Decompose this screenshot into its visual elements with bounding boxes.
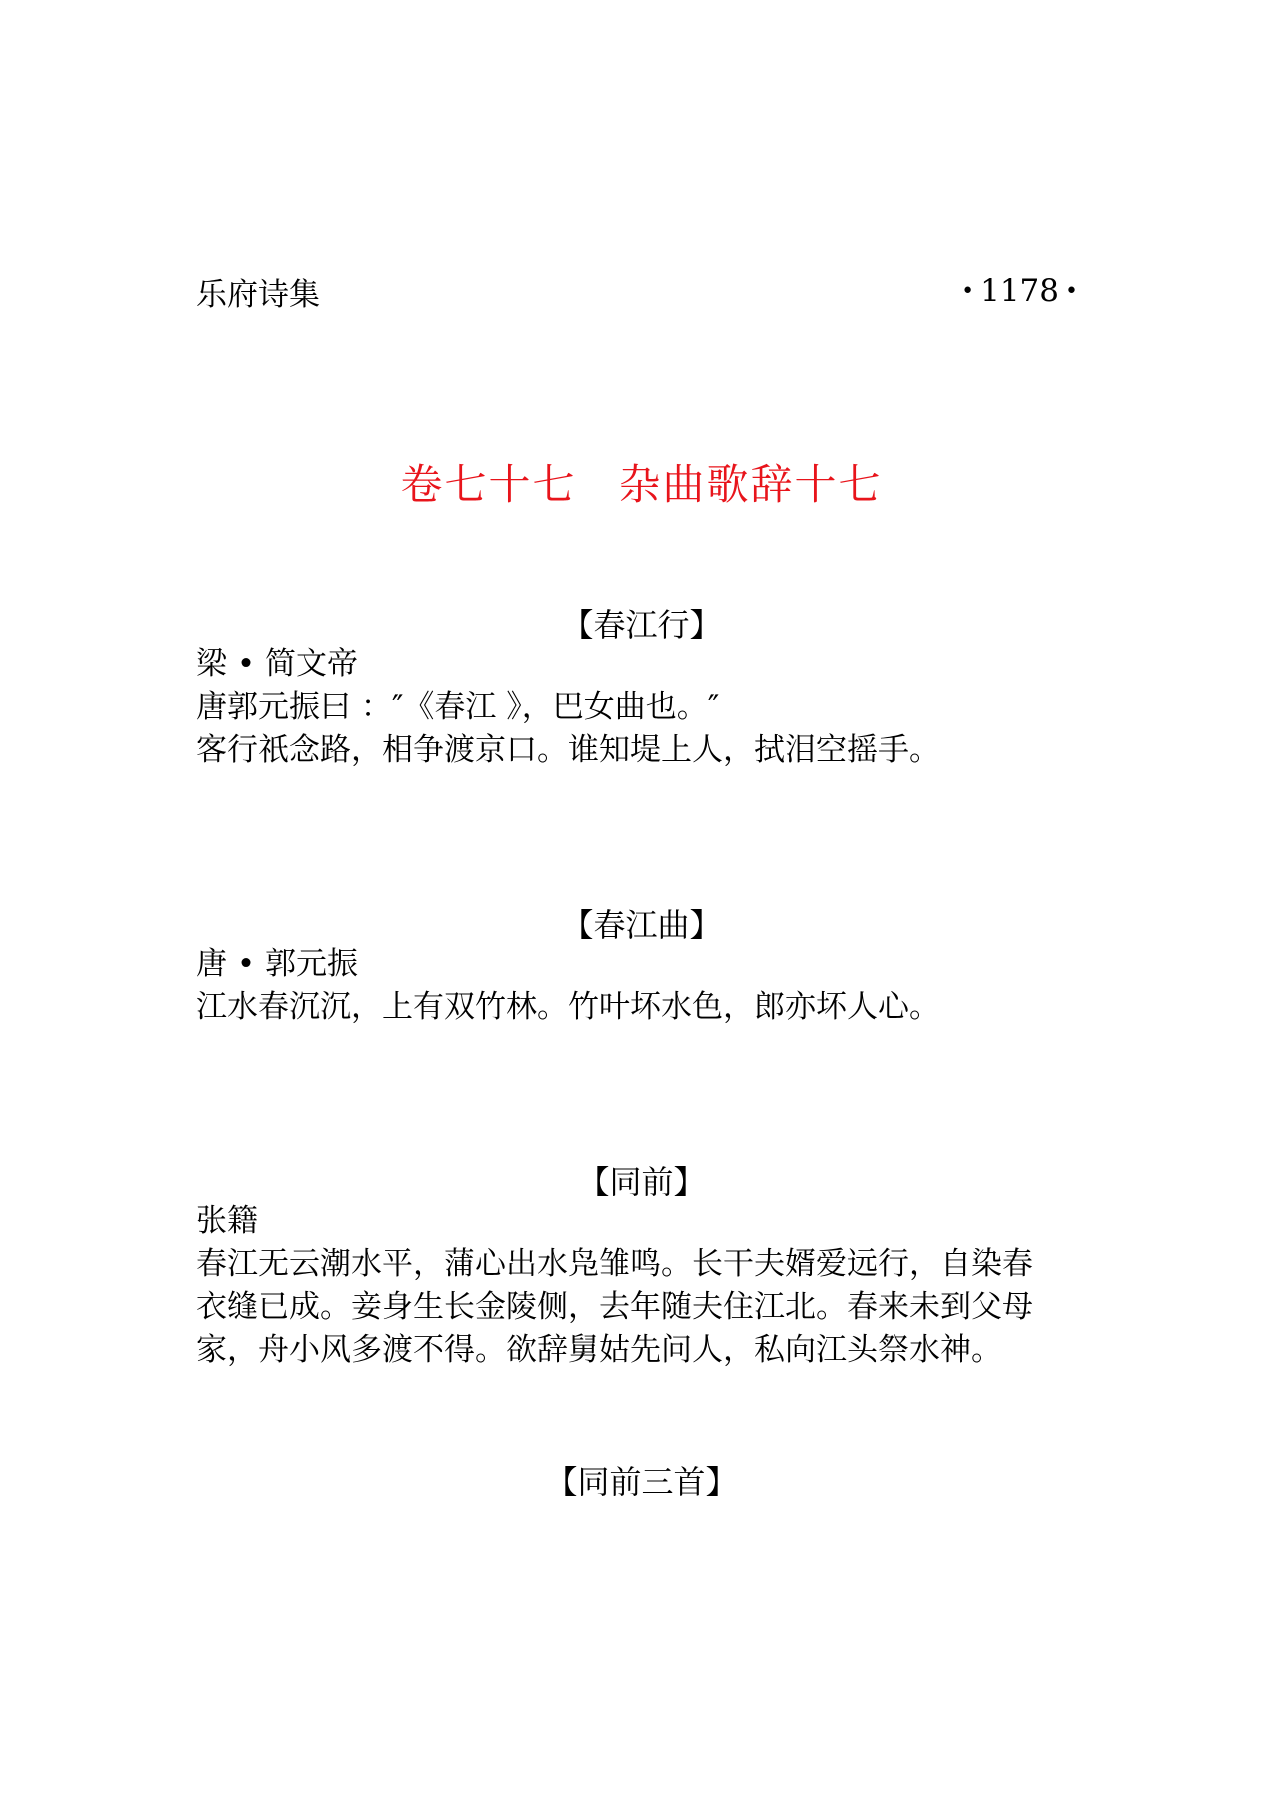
poem-note: 唐郭元振曰 ：″《春江 》，巴女曲也。″ <box>196 689 720 725</box>
chapter-title <box>0 452 1283 512</box>
poem-text-line: 客行祇念路，相争渡京口。谁知堤上人，拭泪空摇手。 <box>196 732 940 768</box>
poem-text-line: 衣缝已成。妾身生长金陵侧，去年随夫住江北。春来未到父母 <box>196 1289 1033 1325</box>
running-header <box>196 268 1078 314</box>
poem-author: 梁 • 简文帝 <box>196 646 358 682</box>
chapter-volume: 卷七十七 <box>400 460 577 509</box>
page-number-dot-left: • <box>961 278 975 304</box>
poem-author: 唐 • 郭元振 <box>196 946 358 982</box>
page-number-group <box>961 273 1078 309</box>
page-number: 1178 <box>980 273 1060 309</box>
poem-author: 张籍 <box>196 1203 258 1239</box>
book-title: 乐府诗集 <box>196 276 320 313</box>
section-title: 【春江行】 <box>561 606 722 644</box>
chapter-name: 杂曲歌辞十七 <box>618 460 883 509</box>
section-title: 【同前三首】 <box>545 1463 738 1501</box>
poem-text-line: 家，舟小风多渡不得。欲辞舅姑先问人，私向江头祭水神。 <box>196 1332 1002 1368</box>
page-number-dot-right: • <box>1065 278 1078 304</box>
section-title: 【春江曲】 <box>561 906 722 944</box>
poem-text-line: 春江无云潮水平，蒲心出水凫雏鸣。长干夫婿爱远行，自染春 <box>196 1246 1033 1282</box>
section-title: 【同前】 <box>577 1163 706 1201</box>
poem-text <box>196 1243 1096 1372</box>
poem-text-line: 江水春沉沉，上有双竹林。竹叶坏水色，郎亦坏人心。 <box>196 989 940 1025</box>
